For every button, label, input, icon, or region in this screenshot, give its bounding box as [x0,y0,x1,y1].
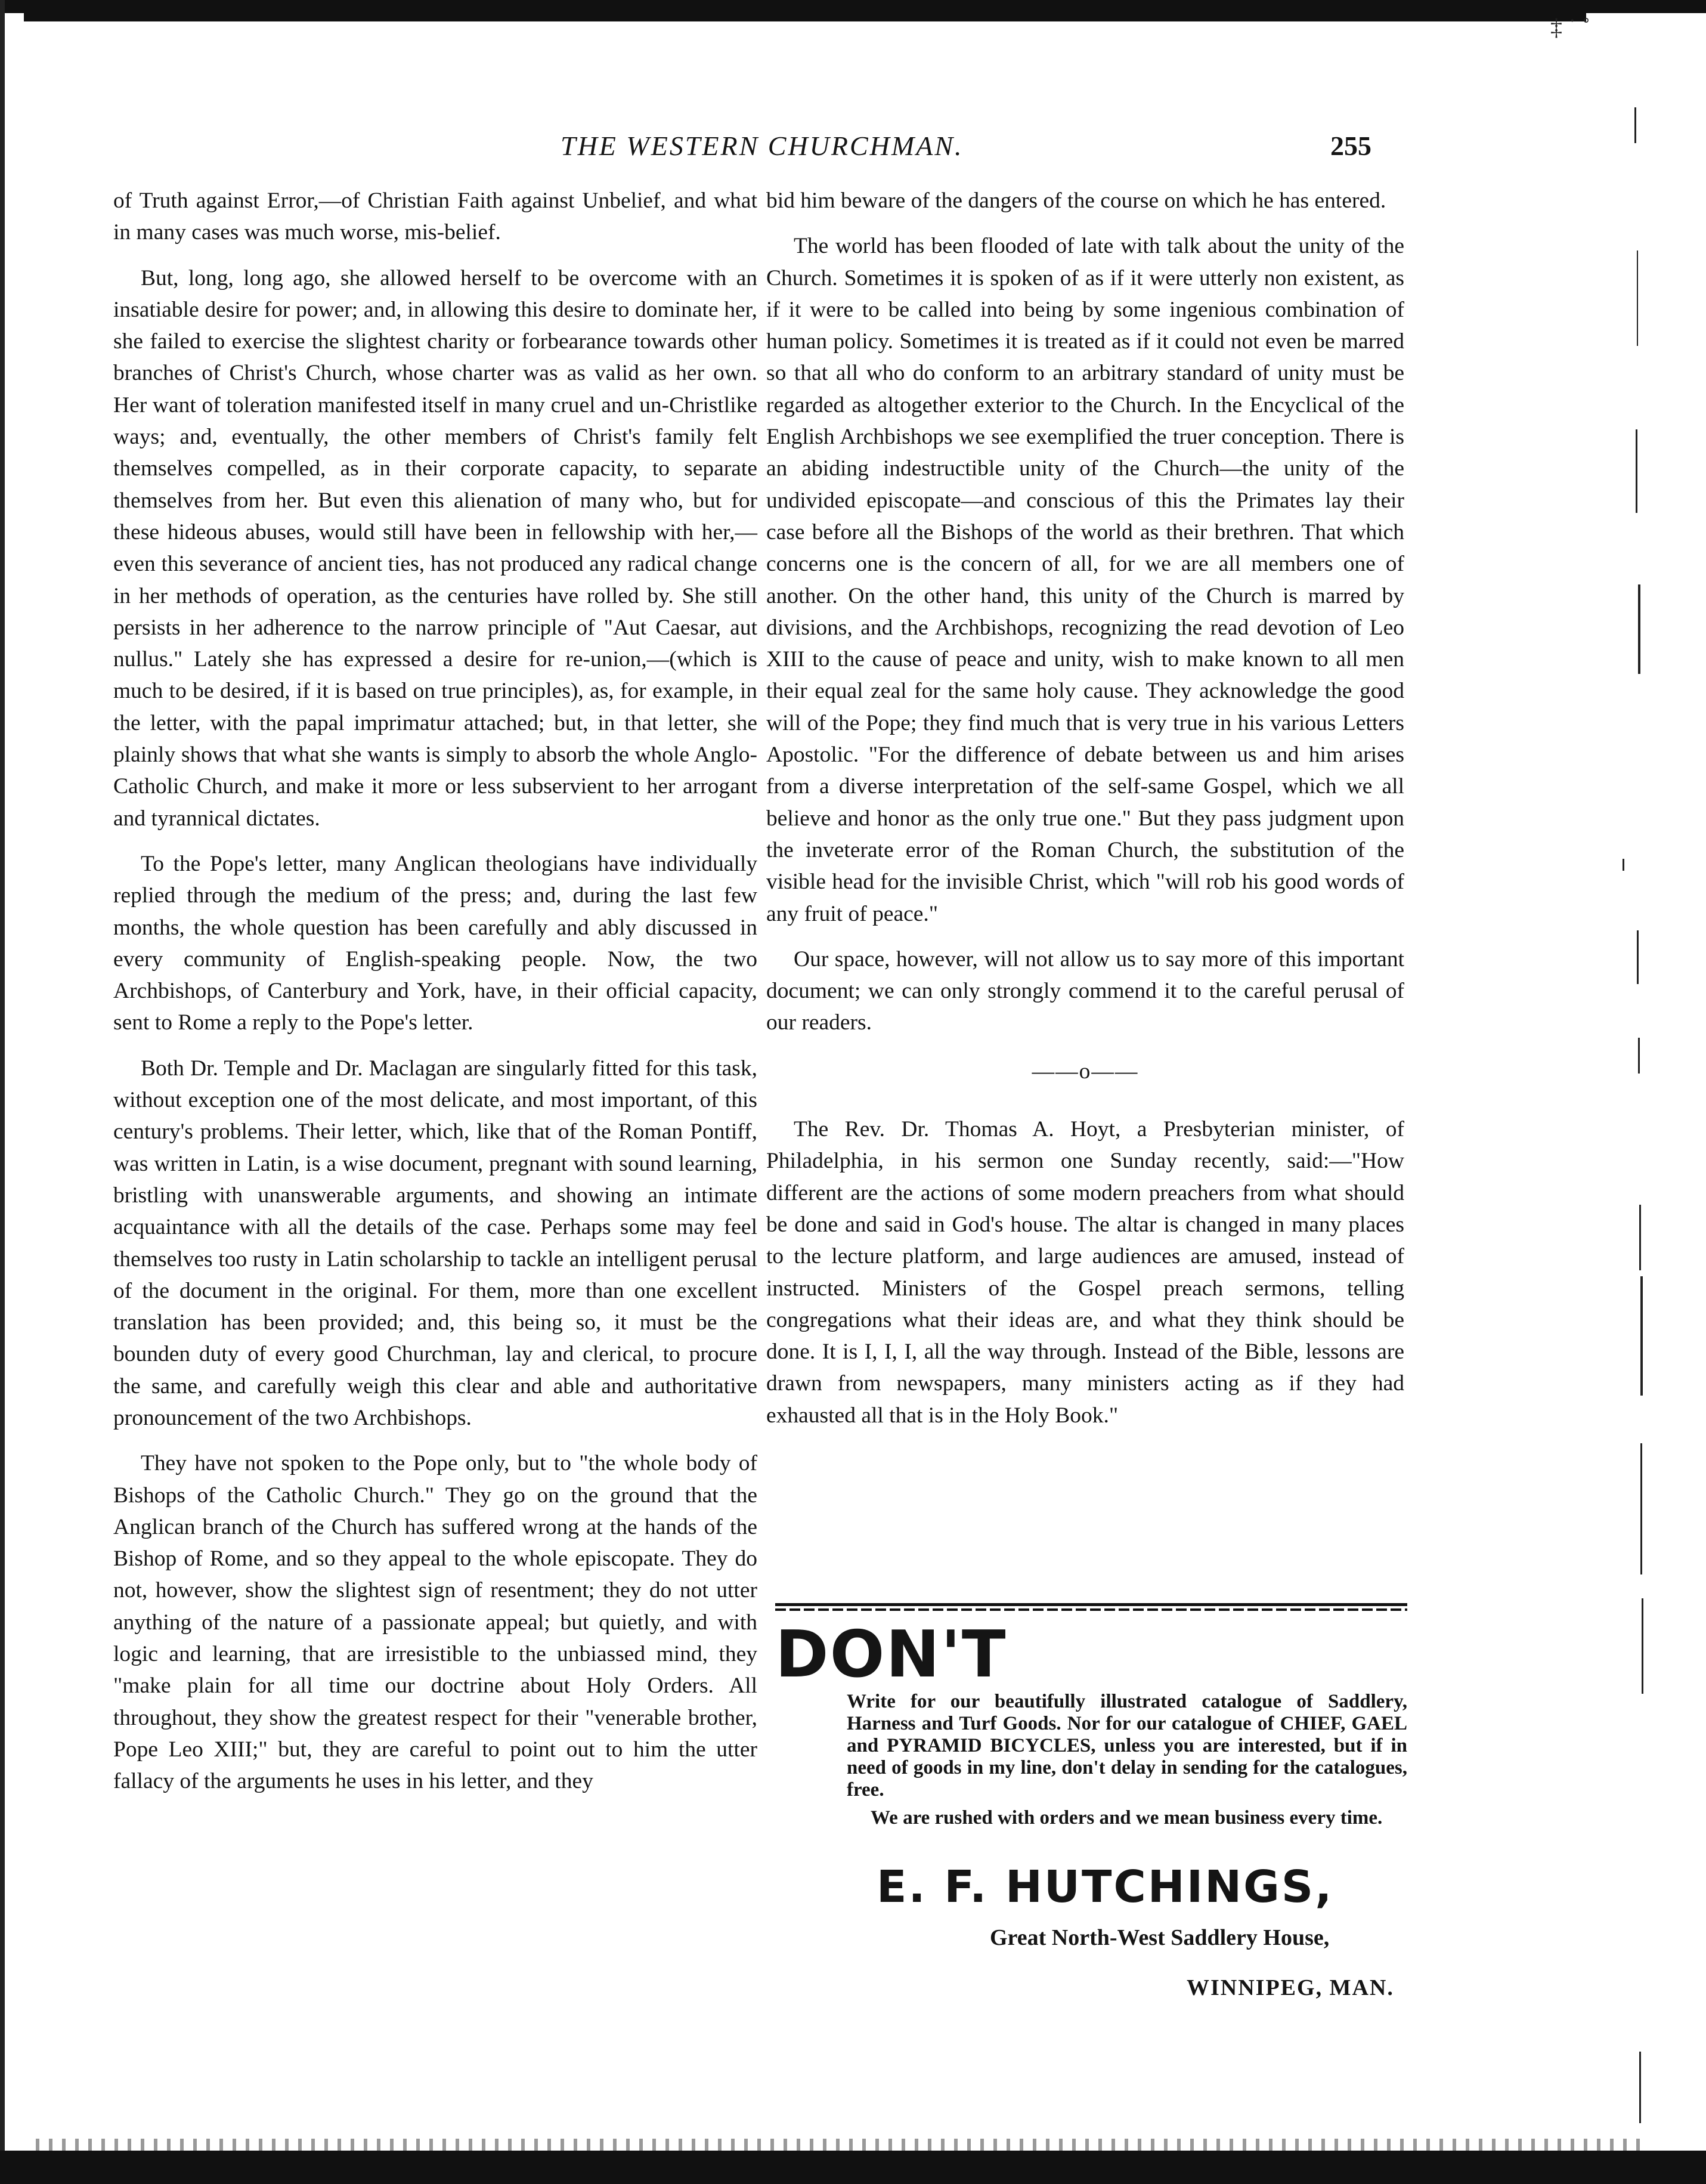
paragraph: Both Dr. Temple and Dr. Maclagan are singularly fitted for this task, without exception one of the most delicate, and most important, of this century's problems. Their letter, which, like that of the Roman Pontiff, was written in Latin, is a wise document, pregnant with sound learning, bristling with unanswerable arguments, and showing an intimate acquaintance with all the details of the case. Perhaps some may feel themselves too rusty in Latin scholarship to tackle an intelligent perusal of the document in the original. For them, more than one excellent translation has been provided; and, this being so, it must be the bounden duty of every good Churchman, lay and clerical, to procure the same, and carefully weigh this clear and able and authoritative pronouncement of the two Archbishops. [113,1056,757,1430]
running-head [113,130,1371,172]
scan-border-bottom [0,2151,1706,2184]
paragraph: bid him beware of the dangers of the course on which he has entered. [766,188,1386,213]
paragraph: of Truth against Error,—of Christian Faith against Unbelief, and what in many cases was much worse, mis-belief. [113,188,757,245]
scan-margin-specks [1611,0,1706,2123]
scan-border-top [0,0,1706,13]
right-column [766,185,1404,1445]
ad-body [847,1691,1407,1829]
scan-border-top-inner [24,13,1586,21]
scan-corner-specks: ‡ ˙ ˚ [1550,14,1590,41]
paragraph: But, long, long ago, she allowed herself to be overcome with an insatiable desire for power; and, in allowing this desire to dominate her, she failed to exercise the slightest charity or forbearance towards other branches of Christ's Church, whose charter was as valid as her own. Her want of toleration manifested itself in many cruel and un-Christlike ways; and, eventually, the other members of Christ's family felt themselves compelled, as in their corporate capacity, to separate themselves from her. But even this alienation of many who, but for these hideous abuses, would still have been in fellowship with her,—even this severance of ancient ties, has not produced any radical change in her methods of operation, as the centuries have rolled by. She still persists in her adherence to the narrow principle of "Aut Caesar, aut nullus." Lately she has expressed a desire for re-union,—(which is much to be desired, if it is based on true principles), as, for example, in the letter, with the papal imprimatur attached; but, in that letter, she plainly shows that what she wants is simply to absorb the whole Anglo-Catholic Church, and make it more or less subservient to her arrogant and tyrannical dictates. [113,265,757,831]
advertisement [775,1603,1407,2001]
section-separator: ——o—— [1032,1059,1139,1084]
ad-copy: Write for our beautifully illustrated catalogue of Saddlery, Harness and Turf Goods. Nor for our catalogue of CHIEF, GAEL and PYRAMID BICYCLES, unless you are interested, but if in need of goods in my line, don't delay in sending for the catalogues, free. [847,1691,1407,1801]
page-number: 255 [1330,131,1371,161]
paragraph: To the Pope's letter, many Anglican theologians have individually replied through the medium of the press; and, during the last few months, the whole question has been carefully and ably discussed in every community of English-speaking people. Now, the two Archbishops, of Canterbury and York, have, in their official capacity, sent to Rome a reply to the Pope's letter. [113,851,757,1035]
left-column [113,185,757,1811]
ad-tagline: We are rushed with orders and we mean business every time. [871,1807,1383,1829]
advertiser-firm: Great North-West Saddlery House, [990,1925,1330,1950]
scan-bottom-fringe [36,2139,1646,2151]
paragraph: The world has been flooded of late with talk about the unity of the Church. Sometimes it is spoken of as if it were utterly non existent, as if it were to be called into being by some ingenious combination of human policy. Sometimes it is treated as if it could not even be marred so that all who do conform to an arbitrary standard of unity must be regarded as altogether exterior to the Church. In the Encyclical of the English Archbishops we see exemplified the truer conception. There is an abiding indestructible unity of the Church—the unity of the undivided episcopate—and conscious of this the Primates lay their case before all the Bishops of the world as their brethren. That which concerns one is the concern of all, for we are all members one of another. On the other hand, this unity of the Church is marred by divisions, and the Archbishops, recognizing the read devotion of Leo XIII to the cause of peace and unity, wish to make known to all men their equal zeal for the same holy cause. They acknowledge the good will of the Pope; they find much that is very true in his various Letters Apostolic. "For the difference of debate between us and him arises from a diverse interpretation of the self-same Gospel, which we all believe and honor as the only true one." But they pass judgment upon the inveterate error of the Roman Church, the substitution of the visible head for the invisible Christ, which "will rob his good words of any fruit of peace." [766,234,1404,926]
advertiser-name: E. F. HUTCHINGS, [877,1861,1334,1913]
paragraph: They have not spoken to the Pope only, but to "the whole body of Bishops of the Catholic Church." They go on the ground that the Anglican branch of the Church has suffered wrong at the hands of the Bishop of Rome, and so they appeal to the whole episcopate. They do not, however, show the slightest sign of resentment; they do not utter anything of the nature of a passionate appeal; but quietly, and with logic and learning, that are irresistible to the unbiassed mind, they "make plain for all time our doctrine about Holy Orders. All throughout, they show the greatest respect for their "venerable brother, Pope Leo XIII;" but, they are careful to point out to him the utter fallacy of the arguments he uses in his letter, and they [113,1451,757,1794]
journal-title: THE WESTERN CHURCHMAN. [561,131,964,161]
advertiser-location: WINNIPEG, MAN. [1187,1975,1394,2000]
paragraph: Our space, however, will not allow us to say more of this important document; we can only strongly commend it to the careful perusal of our readers. [766,946,1404,1035]
ad-rule-dashed [775,1608,1407,1611]
scan-border-left [0,0,5,2184]
ad-rule [775,1603,1407,1606]
paragraph: The Rev. Dr. Thomas A. Hoyt, a Presbyterian minister, of Philadelphia, in his sermon one Sunday recently, said:—"How different are the actions of some modern preachers from what should be done and said in God's house. The altar is changed in many places to the lecture platform, and large audiences are amused, instead of instructed. Ministers of the Gospel preach sermons, telling congregations what their ideas are, and what they think should be done. It is I, I, I, all the way through. Instead of the Bible, lessons are drawn from newspapers, many ministers acting as if they had exhausted all that is in the Holy Book." [766,1117,1404,1428]
ad-headline: DON'T [775,1617,1007,1692]
